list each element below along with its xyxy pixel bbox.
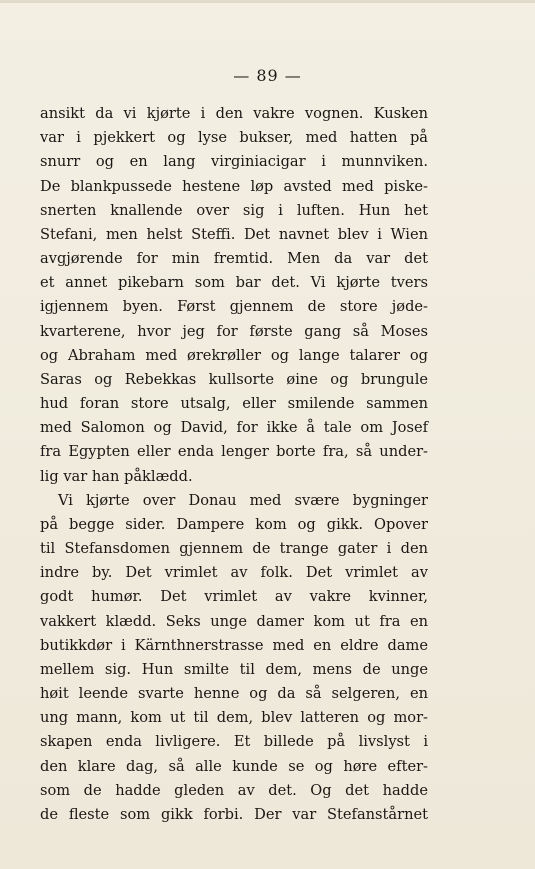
body-text bbox=[40, 102, 428, 827]
text-line: lig var han påklædd. bbox=[40, 467, 193, 485]
text-line: ung mann, kom ut til dem, blev latteren og mor- bbox=[40, 709, 428, 727]
text-line: snurr og en lang virginiacigar i munnviken. bbox=[40, 153, 428, 171]
text-line: godt humør. Det vrimlet av vakre kvinner, bbox=[40, 588, 428, 606]
page-number: — 89 — bbox=[233, 66, 302, 85]
text-line: til Stefansdomen gjennem de trange gater i den bbox=[40, 540, 428, 558]
text-line: ansikt da vi kjørte i den vakre vognen. Kusken bbox=[40, 105, 428, 122]
text-line: på begge sider. Dampere kom og gikk. Opover bbox=[40, 515, 428, 533]
text-line: kvarterene, hvor jeg for første gang så Moses bbox=[40, 322, 428, 340]
text-line: Vi kjørte over Donau med svære bygninger bbox=[58, 491, 428, 509]
text-line: som de hadde gleden av det. Og det hadde bbox=[40, 781, 428, 799]
text-line: skapen enda livligere. Et billede på livslyst i bbox=[40, 733, 428, 751]
text-line: vakkert klædd. Seks unge damer kom ut fra en bbox=[40, 612, 428, 630]
text-line: den klare dag, så alle kunde se og høre efter- bbox=[40, 757, 428, 775]
text-line: høit leende svarte henne og da så selgeren, en bbox=[40, 685, 428, 703]
text-line: igjennem byen. Først gjennem de store jøde- bbox=[40, 298, 428, 316]
text-line: fra Egypten eller enda lenger borte fra, så under- bbox=[40, 443, 428, 461]
text-line: var i pjekkert og lyse bukser, med hatten på bbox=[40, 129, 428, 147]
text-line: snerten knallende over sig i luften. Hun het bbox=[40, 201, 428, 219]
text-line: hud foran store utsalg, eller smilende sammen bbox=[40, 395, 428, 413]
text-line: Saras og Rebekkas kullsorte øine og brungule bbox=[40, 370, 428, 388]
text-line: og Abraham med ørekrøller og lange talarer og bbox=[40, 346, 428, 364]
text-line: mellem sig. Hun smilte til dem, mens de unge bbox=[40, 660, 428, 678]
text-line: avgjørende for min fremtid. Men da var det bbox=[40, 250, 428, 268]
text-line: De blankpussede hestene løp avsted med piske- bbox=[40, 177, 428, 195]
text-line: et annet pikebarn som bar det. Vi kjørte tvers bbox=[40, 274, 428, 292]
text-line: indre by. Det vrimlet av folk. Det vrimlet av bbox=[40, 564, 428, 582]
text-line: med Salomon og David, for ikke å tale om Josef bbox=[40, 419, 428, 437]
text-line: butikkdør i Kärnthnerstrasse med en eldre dame bbox=[40, 636, 428, 654]
text-line: Stefani, men helst Steffi. Det navnet blev i Wien bbox=[40, 225, 428, 243]
text-line: de fleste som gikk forbi. Der var Stefanstårnet bbox=[40, 805, 428, 823]
page-top-edge bbox=[0, 0, 535, 3]
